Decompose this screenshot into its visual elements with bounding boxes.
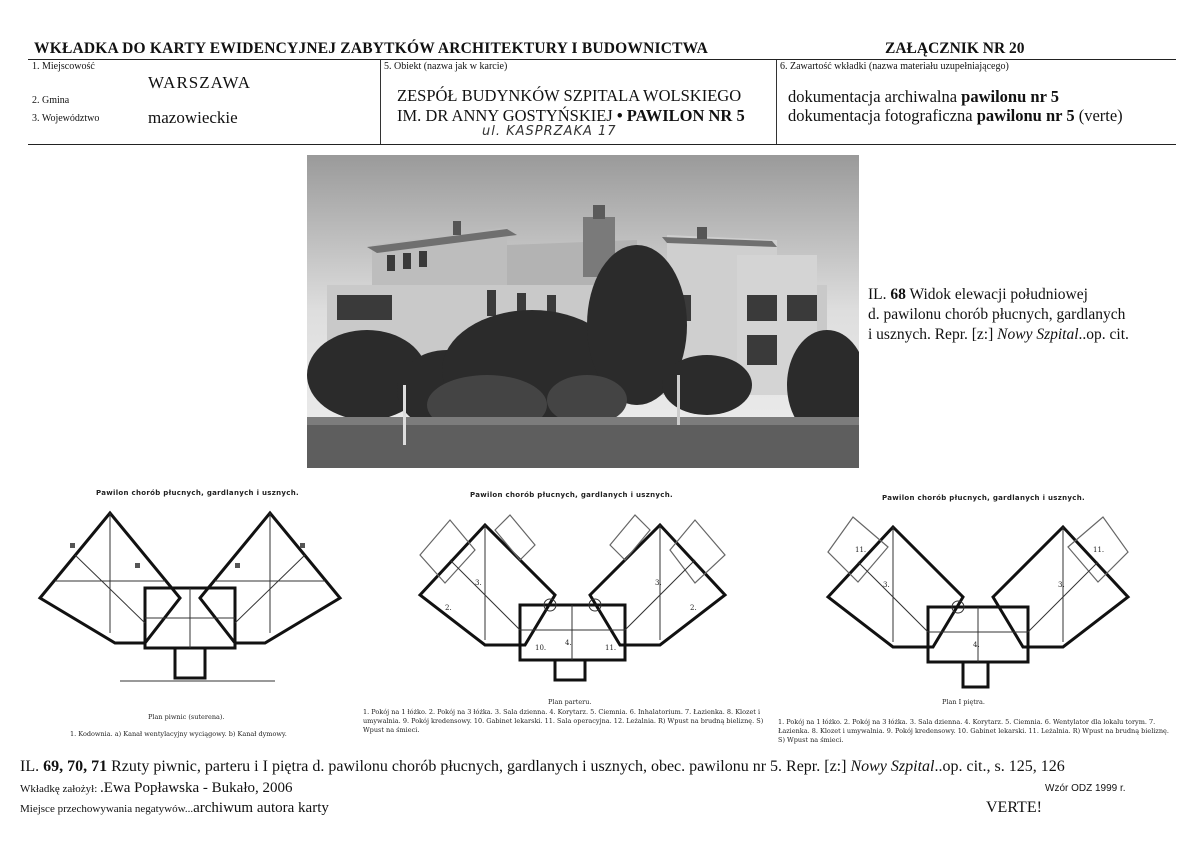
svg-text:4.: 4. bbox=[973, 641, 980, 649]
svg-text:3.: 3. bbox=[1058, 581, 1065, 589]
plan-basement-drawing bbox=[35, 503, 345, 688]
object-label: 5. Obiekt (nazwa jak w karcie) bbox=[384, 61, 508, 72]
locality-label: 1. Miejscowość bbox=[32, 61, 95, 72]
svg-text:3.: 3. bbox=[475, 579, 482, 587]
plan-first-floor-drawing bbox=[823, 512, 1133, 697]
column-divider-1 bbox=[380, 60, 381, 144]
object-name-line2-text: IM. DR ANNY GOSTYŃSKIEJ bbox=[397, 106, 613, 125]
handwritten-address: ul. KASPRZAKA 17 bbox=[482, 124, 617, 139]
annex-number: ZAŁĄCZNIK NR 20 bbox=[885, 40, 1025, 57]
plans-caption-ref: ..op. cit., s. 125, 126 bbox=[934, 758, 1065, 775]
svg-text:3.: 3. bbox=[883, 581, 890, 589]
contents-line1-bold: pawilonu nr 5 bbox=[961, 87, 1059, 106]
plans-caption-book: Nowy Szpital bbox=[850, 758, 935, 775]
photo-caption-number: 68 bbox=[890, 286, 906, 303]
plan-first-floor-title: Pawilon chorób płucnych, gardlanych i usznych. bbox=[882, 494, 1085, 502]
plan-ground-title: Pawilon chorób płucnych, gardlanych i usznych. bbox=[470, 491, 673, 499]
photo-caption-line3 bbox=[868, 325, 1129, 345]
plan-basement-title: Pawilon chorób płucnych, gardlanych i usznych. bbox=[96, 489, 299, 497]
plans-caption-text: Rzuty piwnic, parteru i I piętra d. pawilonu chorób płucnych, gardlanych i usznych, obec. pawilonu nr 5. Repr. [z:] bbox=[107, 758, 851, 775]
svg-text:3.: 3. bbox=[655, 579, 662, 587]
svg-text:11.: 11. bbox=[1093, 546, 1105, 554]
plan-ground-drawing bbox=[415, 505, 730, 690]
historic-photo bbox=[307, 155, 859, 468]
plan-basement-legend: 1. Kodownia. a) Kanał wentylacyjny wyciągowy. b) Kanał dymowy. bbox=[70, 730, 287, 738]
plan-first-floor-legend: 1. Pokój na 1 łóżko. 2. Pokój na 3 łóżka. 3. Sala dzienna. 4. Korytarz. 5. Ciemnia. 6. Wentylator dla lokalu torym. 7. Łazienka. 8. Klozet i umywalnia. 9. Pokój kredensowy. 10. Gabinet lekarski. 11. Leżalnia. R) Wpust na brudną bieliznę. S) Wpust na śmieci. bbox=[778, 718, 1169, 744]
contents-line2-bold: pawilonu nr 5 bbox=[976, 106, 1075, 125]
header-bottom-rule bbox=[28, 144, 1176, 145]
storage-value: archiwum autora karty bbox=[193, 800, 329, 816]
plan-basement-subtitle: Plan piwnic (suterena). bbox=[148, 713, 225, 721]
photo-caption-line1 bbox=[868, 285, 1129, 305]
object-name-line1: ZESPÓŁ BUDYNKÓW SZPITALA WOLSKIEGO bbox=[397, 86, 742, 105]
pavilion-number: • PAWILON NR 5 bbox=[612, 106, 745, 125]
contents-line1-text: dokumentacja archiwalna bbox=[788, 87, 962, 106]
svg-text:11.: 11. bbox=[855, 546, 867, 554]
form-title: WKŁADKA DO KARTY EWIDENCYJNEJ ZABYTKÓW ARCHITEKTURY I BUDOWNICTWA bbox=[34, 40, 709, 57]
commune-label: 2. Gmina bbox=[32, 95, 70, 106]
contents-line2 bbox=[788, 106, 1123, 126]
contents-line2-verte: (verte) bbox=[1074, 106, 1123, 125]
contents-line1 bbox=[788, 87, 1059, 107]
plans-caption-numbers: 69, 70, 71 bbox=[43, 758, 108, 775]
column-divider-2 bbox=[776, 60, 777, 144]
province-label: 3. Województwo bbox=[32, 113, 100, 124]
photo-caption-line2: d. pawilonu chorób płucnych, gardlanych bbox=[868, 306, 1126, 323]
svg-text:11.: 11. bbox=[605, 644, 617, 652]
svg-text:2.: 2. bbox=[690, 604, 697, 612]
plan-ground-legend: 1. Pokój na 1 łóżko. 2. Pokój na 3 łóżka. 3. Sala dzienna. 4. Korytarz. 5. Ciemnia. 6. Inhalatorium. 7. Łazienka. 8. Klozet i umywalnia. 9. Pokój kredensowy. 10. Gabinet lekarski. 11. Sala operacyjna. 12. Leżalnia. R) Wpust na brudną bieliznę. S) Wpust na śmieci. bbox=[363, 708, 764, 734]
svg-text:10.: 10. bbox=[535, 644, 547, 652]
locality-value: WARSZAWA bbox=[148, 73, 251, 92]
svg-text:2.: 2. bbox=[445, 604, 452, 612]
svg-text:4.: 4. bbox=[565, 639, 572, 647]
photo-caption-line1-rest: Widok elewacji południowej bbox=[905, 286, 1088, 303]
plan-ground-subtitle: Plan parteru. bbox=[548, 698, 592, 706]
contents-line2-text: dokumentacja fotograficzna bbox=[788, 106, 977, 125]
author-name: .Ewa Popławska - Bukało, 2006 bbox=[100, 780, 293, 796]
photo-caption-il: IL. bbox=[868, 286, 891, 303]
photo-caption-book: Nowy Szpital bbox=[997, 326, 1079, 343]
storage-line bbox=[20, 799, 329, 817]
author-line bbox=[20, 779, 293, 797]
photo-caption-line3a: i usznych. Repr. [z:] bbox=[868, 326, 998, 343]
object-name-line2 bbox=[397, 106, 745, 126]
province-value: mazowieckie bbox=[148, 108, 238, 127]
storage-label: Miejsce przechowywania negatywów... bbox=[20, 803, 194, 815]
photo-caption bbox=[868, 285, 1129, 345]
author-label: Wkładkę założył: bbox=[20, 783, 101, 795]
verte-note: VERTE! bbox=[986, 799, 1042, 816]
plans-caption bbox=[20, 758, 1065, 776]
form-version: Wzór ODZ 1999 r. bbox=[1045, 783, 1126, 794]
plan-first-floor-subtitle: Plan I piętra. bbox=[942, 698, 985, 706]
contents-label: 6. Zawartość wkładki (nazwa materiału uzupełniającego) bbox=[780, 61, 1009, 72]
photo-caption-line3c: ..op. cit. bbox=[1078, 326, 1129, 343]
hospital-pavilion-photo bbox=[307, 155, 859, 468]
header-top-rule bbox=[28, 59, 1176, 60]
plans-caption-il: IL. bbox=[20, 758, 44, 775]
